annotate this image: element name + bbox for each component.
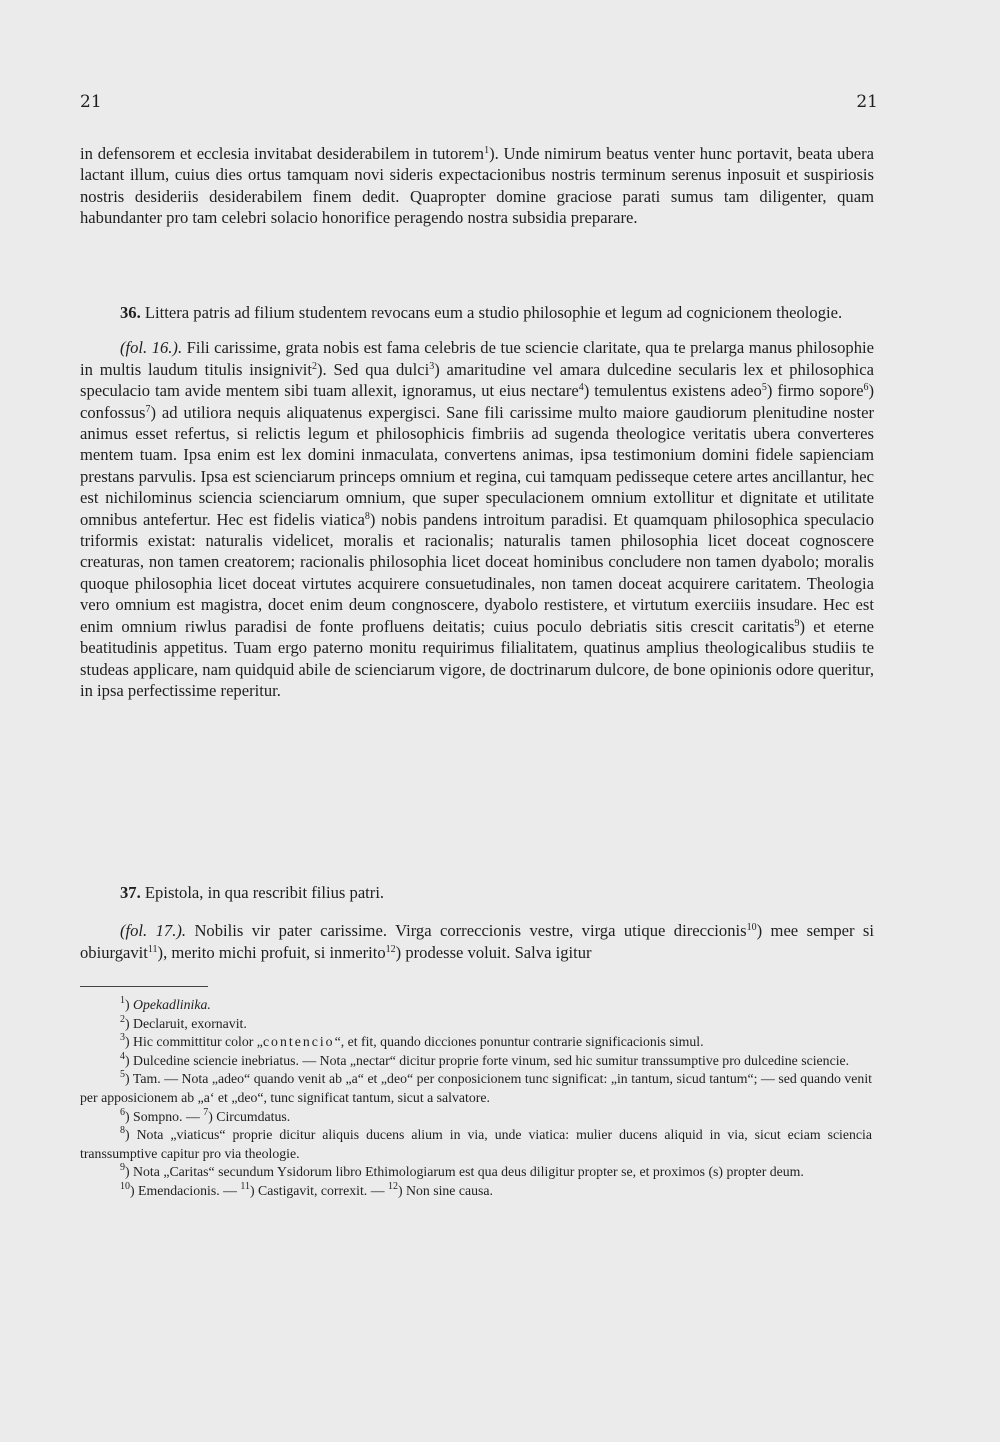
page-number-right: 21 bbox=[856, 92, 878, 112]
section-37 bbox=[80, 882, 874, 963]
footnote: $^6$) Sompno. — $^7$) Circumdatus. bbox=[120, 1106, 291, 1124]
footnote-mark: 7 bbox=[203, 1106, 209, 1118]
text-run: ), merito michi profuit, si inmerito bbox=[157, 942, 386, 962]
section-37-heading bbox=[80, 882, 874, 903]
text-run: ). Sed qua dulci bbox=[317, 359, 430, 379]
footnote-text: Non sine causa. bbox=[406, 1182, 493, 1198]
footnote: $^2$) Declaruit, exornavit. bbox=[120, 1013, 247, 1031]
section-36 bbox=[80, 302, 874, 701]
text-run: ) et eterne beatitudinis appetitus. Tuam ergo paterno monitu requirimus filialitatem, quatinus amplius theologicalibus studiis te studeas applicare, nam quidquid abile de scienciarum vigore, de doctrinarum dulcore, de bone opinionis odore queritur, in ipsa perfectissime reperitur. bbox=[80, 616, 875, 700]
section-number: 36. bbox=[120, 303, 141, 322]
footnote-divider bbox=[80, 986, 208, 987]
footnote-text: Hic committitur color „ bbox=[133, 1034, 263, 1050]
footnote: $^5$) Tam. — Nota „adeo“ quando venit ab „a“ et „deo“ per conposicionem tunc significat: „in tantum, sicud tantum“; — sed quando venit per apposicionem ab „a‘ et „deo“, tunc significat tantum, sicut a salvatore. bbox=[80, 1069, 872, 1105]
footnote: $^3$) Hic committitur color „contencio“, et fit, quando dicciones ponuntur contrarie significacionis simul. bbox=[120, 1032, 704, 1050]
footnote-mark: 2 bbox=[120, 1013, 125, 1025]
text-run: ) firmo sopore bbox=[766, 381, 864, 401]
footnote-text: Dulcedine sciencie inebriatus. — Nota „nectar“ dicitur proprie forte vinum, sed hic sumitur transsumptive pro dulcedine sciencie. bbox=[133, 1052, 850, 1068]
text-run: Fili carissime, grata nobis est fama celebris de tue sciencie claritate, qua te prelarga manus philosophie in multis laudum titulis insignivit bbox=[80, 338, 874, 379]
footnote-ref: 7 bbox=[145, 403, 151, 415]
footnote-ref: 12 bbox=[385, 943, 396, 955]
text-run: ) nobis pandens introitum paradisi. Et quamquam philosophica speculacio triformis existat: naturalis videlicet, moralis et racionalis; naturalis tamen philosophia licet doceat cognoscere creaturas, non tamen creatorem; racionalis philosophia licet doceat hominibus concludere non tamen dyabolo; moralis quoque philosophia licet doceat virtutes acquirere consuetudinales, non tamen doceat acquirere caritatem. Theologia vero omnium est magistra, docet enim deum congnoscere, dyabolo restistere, et virtutum exerciiis insudare. Hec est enim omnium riwlus paradisi de fonte profluens deitatis; cuius poculo debriatis sitis crescit caritatis bbox=[80, 509, 874, 636]
footnote-ref: 9 bbox=[794, 617, 800, 629]
footnote-text: Nota „viaticus“ proprie dicitur aliquis ducens alium in via, unde viatica: mulier ducens aliquid in via, sicut eciam sciencia transsumptive capitur pro via theologie. bbox=[80, 1127, 872, 1161]
footnote-ref: 6 bbox=[863, 382, 869, 394]
footnote-text: Nota „Caritas“ secundum Ysidorum libro Ethimologiarum est qua deus diligitur propter se, et proximos (s) propter deum. bbox=[133, 1164, 804, 1180]
section-number: 37. bbox=[120, 883, 141, 902]
text-run: ) confossus bbox=[80, 381, 874, 422]
footnote-ref: 4 bbox=[578, 382, 584, 394]
footnote: $^{10}$) Emendacionis. — $^{11}$) Castigavit, correxit. — $^{12}$) Non sine causa. bbox=[120, 1180, 493, 1198]
footnote-ref: 2 bbox=[312, 360, 317, 372]
footnote-mark: 11 bbox=[240, 1180, 250, 1192]
footnote-text: Opekadlinika. bbox=[133, 997, 211, 1012]
footnote-ref: 11 bbox=[147, 943, 158, 955]
text-run: Nobilis vir pater carissime. Virga correccionis vestre, virga utique direccionis bbox=[194, 921, 747, 941]
footnote: $^9$) Nota „Caritas“ secundum Ysidorum libro Ethimologiarum est qua deus diligitur propter se, et proximos (s) propter deum. bbox=[120, 1162, 804, 1180]
text-run: ) ad utiliora nequis aliquatenus expergisci. Sane fili carissime multo maiore gaudiorum plenitudine noster animus esset refertus, si relictis legum et philosophicis fimbriis ad sugenda theologice veritatis ubera converteres mentem tuam. Ipsa enim est lex domini inmaculata, convertens animas, ipsa testimonium domini fidele sapienciam prestans parvulis. Ipsa est scienciarum princeps omnium et regina, cui tamquam pedisseque cetere artes ancillantur, hec est nichilominus sciencia scienciarum omnium, que super speculacionem omnium extollitur et dignitate et utilitate omnibus antefertur. Hec est fidelis viatica bbox=[80, 402, 874, 529]
section-title: Epistola, in qua rescribit filius patri. bbox=[144, 883, 385, 902]
footnote-ref: 8 bbox=[364, 510, 370, 522]
text-run: in defensorem et ecclesia invitabat desiderabilem in tutorem bbox=[80, 144, 485, 163]
footnote-ref: 1 bbox=[484, 145, 490, 156]
footnote-text: Declaruit, exornavit. bbox=[133, 1015, 247, 1031]
footnote: $^1$) Opekadlinika. bbox=[120, 995, 211, 1012]
folio-reference: (fol. 16.). bbox=[120, 338, 183, 358]
footnote-mark: 4 bbox=[120, 1050, 125, 1062]
footnote-ref: 5 bbox=[761, 382, 767, 394]
footnote-mark: 12 bbox=[387, 1180, 398, 1192]
paragraph-continuation bbox=[80, 143, 874, 229]
footnote-ref: 3 bbox=[429, 360, 435, 372]
footnote-spaced-term: contencio bbox=[262, 1034, 335, 1050]
footnote-ref: 10 bbox=[746, 922, 757, 934]
footnote-text: Circumdatus. bbox=[216, 1108, 291, 1124]
footnote-mark: 6 bbox=[120, 1106, 125, 1118]
footnote-mark: 8 bbox=[120, 1125, 125, 1137]
text-run: ) mee semper si obiurgavit bbox=[80, 921, 874, 962]
footnote-text: Castigavit, correxit. — bbox=[258, 1182, 385, 1198]
footnote-text: Sompno. — bbox=[133, 1108, 200, 1124]
footnote-mark: 10 bbox=[120, 1180, 130, 1192]
footnote-text: “, et fit, quando dicciones ponuntur contrarie significacionis simul. bbox=[334, 1034, 704, 1050]
footnote: $^4$) Dulcedine sciencie inebriatus. — Nota „nectar“ dicitur proprie forte vinum, sed hic sumitur transsumptive pro dulcedine sciencie. bbox=[120, 1050, 850, 1068]
section-37-body bbox=[80, 920, 874, 963]
text-run: ) prodesse voluit. Salva igitur bbox=[395, 942, 592, 962]
footnote-text: Tam. — Nota „adeo“ quando venit ab „a“ et „deo“ per conposicionem tunc significat: „in tantum, sicud tantum“; — sed quando venit per apposicionem ab „a‘ et „deo“, tunc significat tantum, sicut a salvatore. bbox=[80, 1071, 872, 1105]
section-title: Littera patris ad filium studentem revocans eum a studio philosophie et legum ad cognicionem theologie. bbox=[144, 303, 843, 322]
footnote-mark: 1 bbox=[120, 995, 125, 1006]
text-run: ) amaritudine vel amara dulcedine secularis lex et philosophica speculacio tam avide mentem sibi tuam allexit, ignoramus, ut eius nectare bbox=[80, 359, 874, 401]
text-run: ). Unde nimirum beatus venter hunc portavit, beata ubera lactant illum, cuius dies ortus tamquam novi sideris expectacionibus nostris terminum serenus inposuit et suspiriosis nostris desideriis desiderabilem finem dedit. Quapropter domine graciose parati sumus tam diligenter, quam habundanter pro tam celebri solacio honorifice peragendo nostra subsidia preparare. bbox=[80, 144, 874, 228]
footnote-mark: 5 bbox=[120, 1069, 125, 1081]
footnote-mark: 3 bbox=[120, 1032, 125, 1044]
page-number-left: 21 bbox=[80, 92, 102, 112]
section-36-heading bbox=[80, 302, 874, 323]
folio-reference: (fol. 17.). bbox=[120, 921, 187, 941]
section-36-body bbox=[80, 337, 874, 701]
footnote-mark: 9 bbox=[120, 1162, 125, 1174]
footnotes bbox=[80, 996, 872, 1201]
footnote-text: Emendacionis. — bbox=[138, 1182, 237, 1198]
footnote: $^8$) Nota „viaticus“ proprie dicitur aliquis ducens alium in via, unde viatica: mulier ducens aliquid in via, sicut eciam sciencia transsumptive capitur pro via theologie. bbox=[80, 1125, 872, 1161]
text-run: ) temulentus existens adeo bbox=[583, 381, 762, 401]
